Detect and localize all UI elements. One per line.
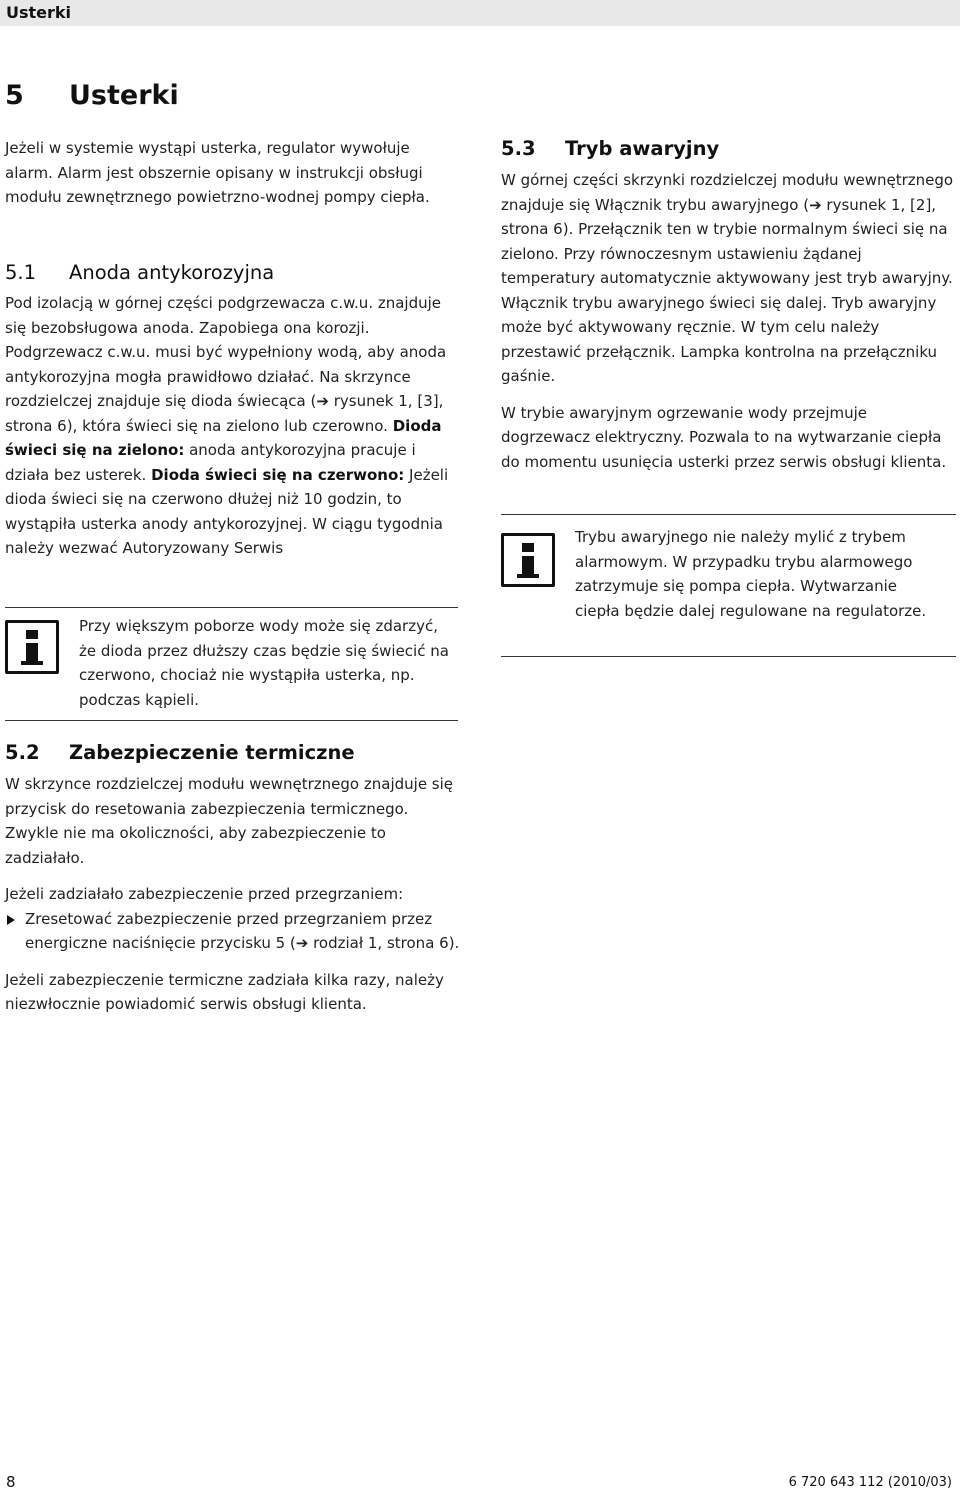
green-led-label: Dioda świeci się na zielono: xyxy=(5,416,442,459)
section-5-1-number: 5.1 xyxy=(5,261,37,284)
chapter-title: Usterki xyxy=(69,80,179,111)
section-5-3-heading xyxy=(501,137,719,160)
section-5-3-body xyxy=(501,168,956,474)
red-led-label: Dioda świeci się na czerwono: xyxy=(151,465,405,484)
section-5-1-heading xyxy=(5,261,274,284)
chapter-heading xyxy=(5,80,179,111)
section-5-2-title: Zabezpieczenie termiczne xyxy=(69,741,355,764)
list-item xyxy=(5,907,460,956)
anode-description: Pod izolacją w górnej części podgrzewacza c.w.u. znajduje się bezobsługowa anoda. Zapobiega ona korozji. Podgrzewacz c.w.u. musi być wypełniony wodą, aby anoda antykorozyjna mogła prawidłowo działać. Na skrzynce rozdzielczej znajduje się dioda świecąca (➔ rysunek 1, [3], strona 6), która świeci się na zielono lub czerowno. xyxy=(5,294,447,435)
section-5-3-number: 5.3 xyxy=(501,137,536,160)
bullet-arrow-icon xyxy=(7,915,15,925)
running-header-title: Usterki xyxy=(6,3,72,22)
info-icon xyxy=(501,533,555,587)
section-5-1-body xyxy=(5,291,460,561)
header-band xyxy=(0,0,960,26)
green-led-text: anoda antykorozyjna pracuje i działa bez usterek. xyxy=(5,441,416,484)
section-5-3-title: Tryb awaryjny xyxy=(565,137,720,160)
reset-instruction: Zresetować zabezpieczenie przed przegrzaniem przez energiczne naciśnięcie przycisku 5 (➔ rodział 1, strona 6). xyxy=(25,909,460,952)
section-5-3-paragraph-2: W trybie awaryjnym ogrzewanie wody przejmuje dogrzewacz elektryczny. Pozwala to na wytwarzanie ciepła do momentu usunięcia usterki przez serwis obsługi klienta. xyxy=(501,403,947,471)
info-note-anode-text: Przy większym poborze wody może się zdarzyć, że dioda przez dłuższy czas będzie się świecić na czerwono, chociaż nie wystąpiła usterka, np. podczas kąpieli. xyxy=(79,617,449,709)
section-5-2-heading xyxy=(5,741,355,764)
document-id: 6 720 643 112 (2010/03) xyxy=(788,1475,952,1490)
red-led-text: Jeżeli dioda świeci się na czerwono dłużej niż 10 godzin, to wystąpiła usterka anody antykorozyjnej. W ciągu tygodnia należy wezwać Autoryzowany Serwis xyxy=(5,465,449,557)
section-5-2-number: 5.2 xyxy=(5,741,40,764)
info-note-anode xyxy=(5,607,458,721)
section-5-2-paragraph-1: W skrzynce rozdzielczej modułu wewnętrznego znajduje się przycisk do resetowania zabezpieczenia termicznego. Zwykle nie ma okoliczności, aby zabezpieczenie to zadziałało. xyxy=(5,775,454,867)
info-note-emergency xyxy=(501,514,956,657)
section-5-3-paragraph-1: W górnej części skrzynki rozdzielczej modułu wewnętrznego znajduje się Włącznik trybu awaryjnego (➔ rysunek 1, [2], strona 6). Przełącznik ten w trybie normalnym świeci się na zielono. Przy równoczesnym ustawieniu żądanej temperatury automatycznie aktywowany jest tryb awaryjny. Włącznik trybu awaryjnego świeci się dalej. Tryb awaryjny może być aktywowany ręcznie. W tym celu należy przestawić przełącznik. Lampka kontrolna na przełączniku gaśnie. xyxy=(501,171,954,385)
page-number: 8 xyxy=(6,1473,16,1491)
section-5-1-paragraph xyxy=(5,291,460,561)
chapter-number: 5 xyxy=(5,80,24,111)
info-note-emergency-text: Trybu awaryjnego nie należy mylić z trybem alarmowym. W przypadku trybu alarmowego zatrzymuje się pompa ciepła. Wytwarzanie ciepła będzie dalej regulowane na regulatorze. xyxy=(575,528,927,620)
section-5-2-paragraph-3: Jeżeli zabezpieczenie termiczne zadziała kilka razy, należy niezwłocznie powiadomić serwis obsługi klienta. xyxy=(5,970,444,1013)
info-icon xyxy=(5,620,59,674)
section-5-1-title: Anoda antykorozyjna xyxy=(69,261,275,284)
intro-paragraph: Jeżeli w systemie wystąpi usterka, regulator wywołuje alarm. Alarm jest obszernie opisany w instrukcji obsługi modułu zewnętrznego powietrzno-wodnej pompy ciepła. xyxy=(5,139,430,206)
intro-block xyxy=(5,136,460,210)
section-5-2-paragraph-2: Jeżeli zadziałało zabezpieczenie przed przegrzaniem: xyxy=(5,885,404,903)
section-5-2-body xyxy=(5,772,460,1017)
